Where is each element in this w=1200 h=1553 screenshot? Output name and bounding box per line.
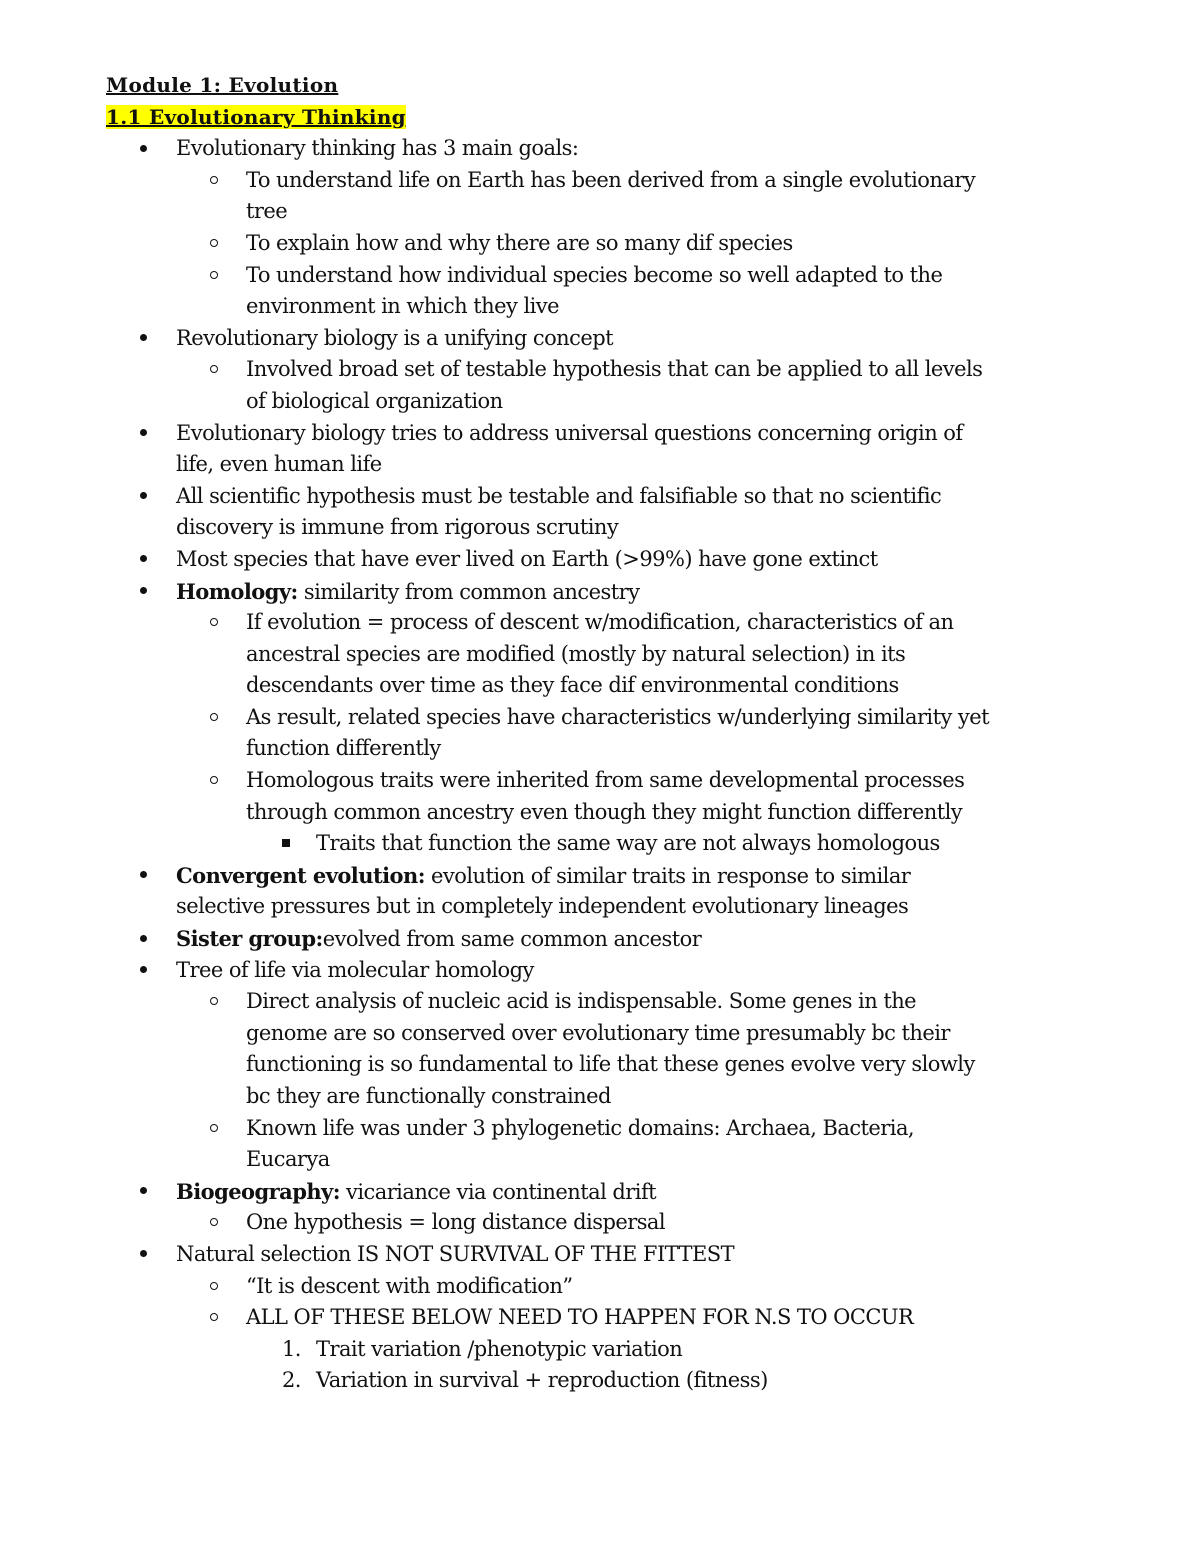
sub-bullet-item — [106, 1302, 1106, 1334]
continuation-line — [106, 1018, 1106, 1050]
bullet-text: evolved from same common ancestor — [322, 927, 702, 952]
bullet-text: of biological organization — [246, 388, 503, 413]
bullet-text: genome are so conserved over evolutionary time presumably bc their — [246, 1020, 950, 1045]
term-biogeography: Biogeography: — [176, 1178, 340, 1204]
bullet-text: function differently — [246, 736, 441, 761]
bullet-text: Known life was under 3 phylogenetic domains: Archaea, Bacteria, — [246, 1115, 915, 1140]
bullet-item — [106, 860, 1106, 892]
sub-sub-bullet-item — [106, 828, 1106, 860]
bullet-disc-icon — [140, 1176, 147, 1208]
bullet-square-icon — [282, 828, 290, 860]
continuation-line — [106, 512, 1106, 544]
bullet-text: life, even human life — [176, 452, 382, 477]
bullet-disc-icon — [140, 323, 147, 355]
module-title: Module 1: Evolution — [106, 73, 339, 97]
bullet-text: “It is descent with modification” — [246, 1273, 573, 1298]
sub-bullet-item — [106, 228, 1106, 260]
bullet-item — [106, 323, 1106, 355]
continuation-line — [106, 891, 1106, 923]
bullet-text: Involved broad set of testable hypothesis that can be applied to all levels — [246, 357, 983, 382]
bullet-text: similarity from common ancestry — [297, 579, 640, 604]
notes-content — [106, 70, 1106, 1397]
continuation-line — [106, 1144, 1106, 1176]
bullet-text: ancestral species are modified (mostly by natural selection) in its — [246, 641, 906, 666]
bullet-text: evolution of similar traits in response to similar — [424, 863, 911, 888]
bullet-circle-icon — [210, 765, 218, 797]
bullet-item — [106, 481, 1106, 513]
bullet-text: Eucarya — [246, 1147, 330, 1172]
bullet-item — [106, 923, 1106, 955]
bullet-circle-icon — [210, 607, 218, 639]
continuation-line — [106, 449, 1106, 481]
bullet-disc-icon — [140, 133, 147, 165]
sub-bullet-item — [106, 986, 1106, 1018]
bullet-circle-icon — [210, 354, 218, 386]
bullet-item — [106, 576, 1106, 608]
bullet-circle-icon — [210, 260, 218, 292]
sub-bullet-item — [106, 165, 1106, 197]
bullet-text: Homologous traits were inherited from same developmental processes — [246, 768, 965, 793]
bullet-circle-icon — [210, 986, 218, 1018]
bullet-text: environment in which they live — [246, 294, 559, 319]
list-number: 1. — [282, 1336, 301, 1361]
bullet-circle-icon — [210, 228, 218, 260]
continuation-line — [106, 1081, 1106, 1113]
continuation-line — [106, 291, 1106, 323]
bullet-disc-icon — [140, 923, 147, 955]
term-sister-group: Sister group: — [176, 926, 323, 952]
bullet-text: Revolutionary biology is a unifying concept — [176, 325, 614, 350]
bullet-text: Most species that have ever lived on Earth (>99%) have gone extinct — [176, 546, 878, 571]
bullet-text: As result, related species have characteristics w/underlying similarity yet — [246, 704, 990, 729]
bullet-circle-icon — [210, 1302, 218, 1334]
bullet-text: tree — [246, 199, 288, 224]
bullet-disc-icon — [140, 860, 147, 892]
bullet-text: Evolutionary biology tries to address universal questions concerning origin of — [176, 420, 963, 445]
bullet-text: To understand life on Earth has been derived from a single evolutionary — [246, 167, 976, 192]
bullet-item — [106, 133, 1106, 165]
bullet-text: If evolution = process of descent w/modification, characteristics of an — [246, 610, 954, 635]
bullet-circle-icon — [210, 1113, 218, 1145]
sub-bullet-item — [106, 1207, 1106, 1239]
bullet-circle-icon — [210, 165, 218, 197]
continuation-line — [106, 1049, 1106, 1081]
sub-bullet-item — [106, 354, 1106, 386]
sub-bullet-item — [106, 607, 1106, 639]
bullet-item — [106, 418, 1106, 450]
bullet-circle-icon — [210, 1271, 218, 1303]
bullet-text: vicariance via continental drift — [339, 1179, 657, 1204]
bullet-disc-icon — [140, 481, 147, 513]
sub-bullet-item — [106, 1113, 1106, 1145]
bullet-text: Evolutionary thinking has 3 main goals: — [176, 136, 579, 161]
bullet-text: discovery is immune from rigorous scrutiny — [176, 515, 619, 540]
list-number: 2. — [282, 1368, 301, 1393]
numbered-item — [106, 1365, 1106, 1397]
bullet-text: through common ancestry even though they might function differently — [246, 799, 963, 824]
section-title-highlight: 1.1 Evolutionary Thinking — [106, 104, 406, 129]
sub-bullet-item — [106, 702, 1106, 734]
sub-bullet-item — [106, 765, 1106, 797]
bullet-item — [106, 544, 1106, 576]
bullet-disc-icon — [140, 418, 147, 450]
numbered-item — [106, 1334, 1106, 1366]
bullet-disc-icon — [140, 544, 147, 576]
term-convergent-evolution: Convergent evolution: — [176, 862, 425, 888]
bullet-text: ALL OF THESE BELOW NEED TO HAPPEN FOR N.S TO OCCUR — [246, 1305, 914, 1330]
section-title — [106, 102, 1106, 134]
bullet-disc-icon — [140, 1239, 147, 1271]
bullet-item — [106, 955, 1106, 987]
bullet-text: One hypothesis = long distance dispersal — [246, 1210, 666, 1235]
continuation-line — [106, 196, 1106, 228]
bullet-text: Trait variation /phenotypic variation — [316, 1336, 683, 1361]
term-homology: Homology: — [176, 578, 298, 604]
sub-bullet-item — [106, 1271, 1106, 1303]
continuation-line — [106, 386, 1106, 418]
bullet-text: To explain how and why there are so many dif species — [246, 230, 793, 255]
bullet-text: Tree of life via molecular homology — [176, 957, 534, 982]
continuation-line — [106, 639, 1106, 671]
bullet-text: All scientific hypothesis must be testable and falsifiable so that no scientific — [176, 483, 942, 508]
bullet-text: descendants over time as they face dif environmental conditions — [246, 673, 899, 698]
bullet-text: bc they are functionally constrained — [246, 1084, 611, 1108]
bullet-item — [106, 1239, 1106, 1271]
bullet-circle-icon — [210, 1207, 218, 1239]
continuation-line — [106, 733, 1106, 765]
bullet-text: Variation in survival + reproduction (fitness) — [316, 1368, 768, 1393]
bullet-disc-icon — [140, 576, 147, 608]
continuation-line — [106, 670, 1106, 702]
bullet-text: To understand how individual species become so well adapted to the — [246, 262, 943, 287]
bullet-text: Traits that function the same way are not always homologous — [316, 831, 940, 856]
sub-bullet-item — [106, 260, 1106, 292]
continuation-line — [106, 797, 1106, 829]
bullet-text: Direct analysis of nucleic acid is indispensable. Some genes in the — [246, 989, 917, 1014]
bullet-text: functioning is so fundamental to life that these genes evolve very slowly — [246, 1052, 975, 1077]
bullet-item — [106, 1176, 1106, 1208]
bullet-text: selective pressures but in completely independent evolutionary lineages — [176, 894, 909, 919]
bullet-text: Natural selection IS NOT SURVIVAL OF THE FITTEST — [176, 1241, 735, 1266]
bullet-disc-icon — [140, 955, 147, 987]
bullet-circle-icon — [210, 702, 218, 734]
